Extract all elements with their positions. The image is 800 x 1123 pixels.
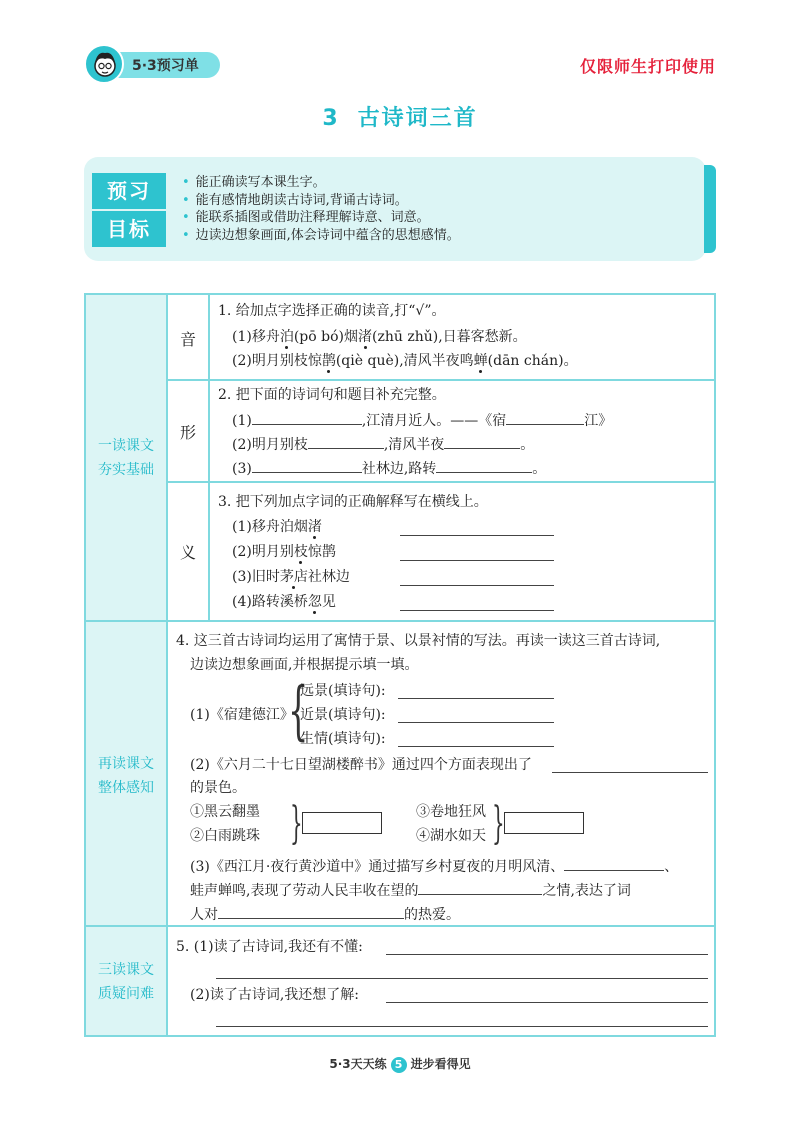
series-label: 5·3预习单: [132, 58, 199, 74]
fill-blank[interactable]: [418, 880, 542, 895]
answer-blank[interactable]: [216, 1026, 708, 1027]
q4-stem-1: 4. 这三首古诗词均运用了寓情于景、以景衬情的写法。再读一读这三首古诗词,: [176, 633, 661, 649]
text: (2)明月别枝: [232, 437, 308, 453]
divider: [166, 379, 714, 381]
dotted-char: 泊: [279, 329, 294, 345]
section-label-line: 质疑问难: [98, 986, 154, 1002]
q3-item: [232, 593, 336, 611]
objectives-badge: [92, 173, 166, 247]
text: (qiè què),清风半夜鸣: [335, 353, 474, 369]
divider: [166, 481, 714, 483]
brace-icon: }: [290, 798, 303, 849]
fill-blank[interactable]: [308, 434, 384, 449]
q3-item: [232, 543, 336, 561]
section-label-read2: [86, 752, 166, 800]
objective-item: • 能正确读写本课生字。: [182, 174, 460, 192]
text: 人对: [190, 907, 218, 923]
answer-blank[interactable]: [552, 772, 708, 773]
badge-line-2: 目标: [92, 211, 166, 247]
q4-part1-item: 生情(填诗句):: [300, 731, 386, 747]
q4-part1-label: (1)《宿建德江》: [190, 707, 294, 723]
q4-part2-left: ②白雨跳珠: [190, 828, 260, 844]
answer-blank[interactable]: [400, 560, 554, 561]
objectives-accent: [704, 165, 716, 253]
q4-part1-item: 近景(填诗句):: [300, 707, 386, 723]
answer-blank[interactable]: [386, 1002, 708, 1003]
text: (zhū zhǔ),日暮客愁新。: [372, 329, 527, 345]
q1-line-1: [232, 328, 527, 346]
text: (pō bó)烟: [293, 329, 358, 345]
q3-label: 义: [179, 543, 196, 562]
answer-blank[interactable]: [216, 978, 708, 979]
q3-item: [232, 518, 322, 536]
dotted-char: 蝉: [473, 353, 488, 369]
answer-blank[interactable]: [400, 585, 554, 586]
q4-part1-item: 远景(填诗句):: [300, 683, 386, 699]
print-notice: 仅限师生打印使用: [579, 57, 716, 76]
q2-stem: 2. 把下面的诗词句和题目补充完整。: [218, 387, 446, 403]
q4-part2-right: ④湖水如天: [416, 828, 486, 844]
answer-blank[interactable]: [398, 746, 554, 747]
text: (3): [232, 461, 252, 477]
answer-blank[interactable]: [400, 535, 554, 536]
text: 、: [664, 859, 679, 875]
objective-item: • 边读边想象画面,体会诗词中蕴含的思想感情。: [182, 227, 460, 245]
page-title: [0, 101, 800, 132]
q3-item: [232, 568, 350, 586]
q4-part3-line-1: [190, 856, 678, 876]
q2-label: 形: [179, 423, 196, 442]
dotted-char: 茅店: [279, 569, 308, 585]
dotted-char: 枝: [293, 544, 308, 560]
dotted-char: 忽: [307, 594, 322, 610]
text: 江》: [584, 413, 613, 429]
fill-blank[interactable]: [436, 458, 532, 473]
section-label-read1: [86, 434, 166, 482]
answer-blank[interactable]: [400, 610, 554, 611]
text: 见: [321, 594, 336, 610]
text: (2)明月别枝惊: [232, 353, 322, 369]
q5-line-2: (2)读了古诗词,我还想了解:: [190, 987, 359, 1003]
answer-blank[interactable]: [398, 722, 554, 723]
fill-blank[interactable]: [252, 410, 362, 425]
text: 社林边: [307, 569, 350, 585]
text: ,江清月近人。——《宿: [361, 413, 507, 429]
section-label-line: 夯实基础: [98, 462, 154, 478]
q4-part2-left: ①黑云翻墨: [190, 804, 260, 820]
section-label-line: 再读课文: [98, 756, 154, 772]
answer-blank[interactable]: [398, 698, 554, 699]
page-number: 5: [391, 1057, 407, 1073]
brace-icon: }: [492, 798, 505, 849]
objective-item: • 能联系插图或借助注释理解诗意、词意。: [182, 209, 460, 227]
brace-icon: {: [288, 674, 309, 748]
q1-line-2: [232, 352, 578, 370]
text: (dān chán)。: [487, 353, 578, 369]
text: 。: [520, 437, 535, 453]
fill-blank[interactable]: [252, 458, 362, 473]
text: (3)《西江月·夜行黄沙道中》通过描写乡村夏夜的月明风清、: [190, 859, 565, 875]
text: (1)移舟泊烟: [232, 519, 308, 535]
q4-part2-text: (2)《六月二十七日望湖楼醉书》通过四个方面表现出了: [190, 757, 532, 773]
dotted-char: 鹊: [321, 353, 336, 369]
lesson-number: 3: [322, 106, 340, 131]
q1-label: 音: [179, 330, 196, 349]
q4-stem-2: 边读边想象画面,并根据提示填一填。: [190, 657, 419, 673]
section-label-line: 整体感知: [98, 780, 154, 796]
fill-blank[interactable]: [444, 434, 520, 449]
answer-box[interactable]: [504, 812, 584, 834]
q4-part3-line-2: [190, 880, 631, 900]
q4-part2-right: ③卷地狂风: [416, 804, 486, 820]
section-label-line: 三读课文: [98, 962, 154, 978]
fill-blank[interactable]: [506, 410, 584, 425]
divider: [86, 620, 714, 622]
fill-blank[interactable]: [564, 856, 664, 871]
q1-stem: 1. 给加点字选择正确的读音,打“√”。: [218, 303, 446, 319]
text: (2)明月别: [232, 544, 294, 560]
divider: [166, 295, 168, 1035]
mascot-avatar-icon: [84, 44, 124, 84]
text: (4)路转溪桥: [232, 594, 308, 610]
text: (3)旧时: [232, 569, 280, 585]
text: 惊鹊: [307, 544, 336, 560]
answer-blank[interactable]: [386, 954, 708, 955]
text: 社林边,路转: [361, 461, 437, 477]
footer-slogan: 进步看得见: [410, 1057, 471, 1071]
lesson-title: 古诗词三首: [357, 106, 478, 131]
objectives-list: [182, 174, 460, 244]
q3-stem: 3. 把下列加点字词的正确解释写在横线上。: [218, 494, 488, 510]
text: 。: [532, 461, 547, 477]
q4-part2-tail: 的景色。: [190, 780, 246, 796]
dotted-char: 渚: [307, 519, 322, 535]
objective-item: • 能有感情地朗读古诗词,背诵古诗词。: [182, 192, 460, 210]
q2-line-3: [232, 458, 546, 478]
section-label-read3: [86, 958, 166, 1006]
section-label-line: 一读课文: [98, 438, 154, 454]
text: ,清风半夜: [383, 437, 445, 453]
dotted-char: 渚: [358, 329, 372, 345]
text: 之情,表达了词: [542, 883, 631, 899]
badge-line-1: 预习: [92, 173, 166, 209]
q5-line-1: 5. (1)读了古诗词,我还有不懂:: [176, 939, 363, 955]
q2-line-1: [232, 410, 612, 430]
q2-line-2: [232, 434, 534, 454]
answer-box[interactable]: [302, 812, 382, 834]
page-footer: [0, 1055, 800, 1073]
text: (1): [232, 413, 252, 429]
text: (1)移舟: [232, 329, 280, 345]
q4-part3-line-3: [190, 904, 460, 924]
text: 的热爱。: [404, 907, 460, 923]
divider: [86, 925, 714, 927]
text: 蛙声蝉鸣,表现了劳动人民丰收在望的: [190, 883, 419, 899]
footer-brand: 5·3天天练: [329, 1057, 387, 1071]
fill-blank[interactable]: [218, 904, 404, 919]
